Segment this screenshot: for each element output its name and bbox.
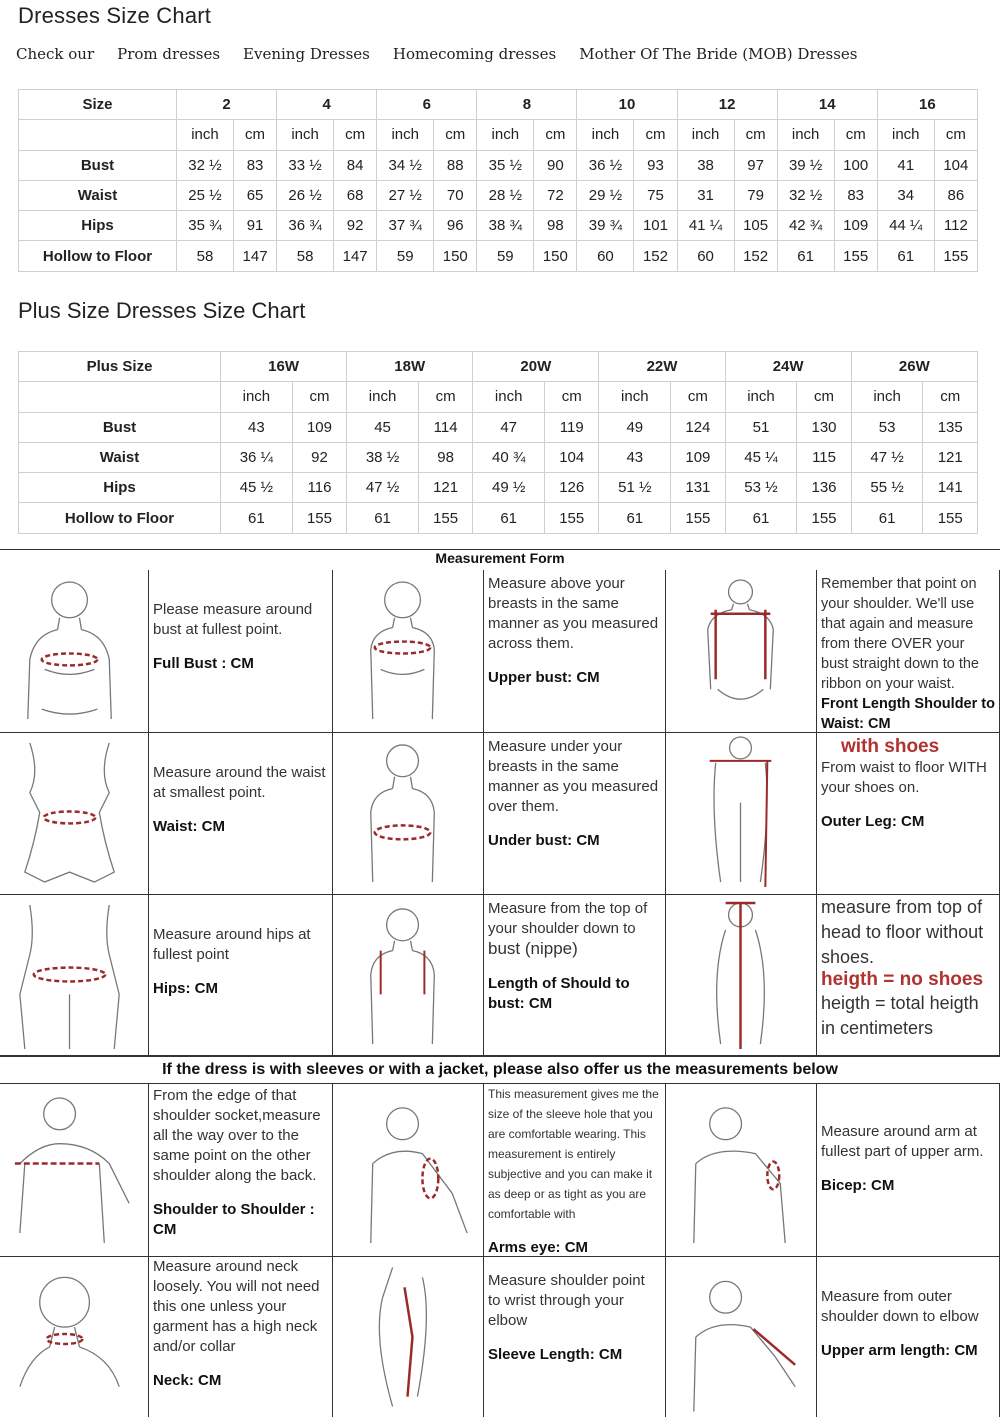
shoulder-bust-label: Length of Should to bust: CM bbox=[488, 975, 630, 1012]
plus-chart-cell: 116 bbox=[292, 473, 346, 503]
plus-chart-cell: 155 bbox=[671, 503, 725, 533]
upper-bust-cell bbox=[484, 570, 666, 733]
link-mob-dresses[interactable]: Mother Of The Bride (MOB) Dresses bbox=[579, 45, 858, 63]
plus-chart-header-label: Plus Size bbox=[19, 352, 221, 382]
plus-chart-cell: 47 bbox=[473, 412, 545, 442]
full-bust-figure bbox=[0, 570, 149, 733]
size-chart-cell: 58 bbox=[277, 241, 334, 271]
size-chart-cell: 58 bbox=[177, 241, 234, 271]
plus-chart-unit-cm: cm bbox=[797, 382, 851, 412]
size-chart-cell: 105 bbox=[734, 211, 777, 241]
plus-chart-cell: 119 bbox=[545, 412, 599, 442]
size-chart-cell: 60 bbox=[577, 241, 634, 271]
plus-chart-cell: 131 bbox=[671, 473, 725, 503]
size-chart-cell: 38 bbox=[677, 150, 734, 180]
outer-leg-figure bbox=[666, 733, 817, 895]
size-chart-cell: 147 bbox=[334, 241, 377, 271]
plus-chart-cell: 43 bbox=[599, 442, 671, 472]
plus-chart-unit-cm: cm bbox=[545, 382, 599, 412]
plus-chart-size-header: 22W bbox=[599, 352, 725, 382]
measurement-form bbox=[0, 549, 1000, 1417]
plus-chart-cell: 141 bbox=[923, 473, 978, 503]
size-chart-cell: 91 bbox=[233, 211, 276, 241]
link-homecoming-dresses[interactable]: Homecoming dresses bbox=[392, 45, 557, 63]
size-chart-cell: 155 bbox=[834, 241, 877, 271]
bicep-label: Bicep: CM bbox=[821, 1177, 895, 1194]
outer-leg-accent: with shoes bbox=[841, 736, 940, 757]
plus-chart-cell: 49 ½ bbox=[473, 473, 545, 503]
plus-chart-unit-inch: inch bbox=[347, 382, 419, 412]
size-chart-cell: 150 bbox=[534, 241, 577, 271]
neck-label: Neck: CM bbox=[153, 1372, 222, 1389]
plus-chart-cell: 136 bbox=[797, 473, 851, 503]
neck-figure bbox=[0, 1257, 149, 1417]
plus-chart-unit-inch: inch bbox=[599, 382, 671, 412]
size-chart-unit-cm: cm bbox=[834, 120, 877, 150]
shoulder-bust-cell bbox=[484, 895, 666, 1056]
size-chart-cell: 112 bbox=[934, 211, 977, 241]
shoulder-to-shoulder-label: Shoulder to Shoulder : CM bbox=[153, 1201, 315, 1238]
page-title: Dresses Size Chart bbox=[18, 3, 212, 28]
size-chart-unit-cm: cm bbox=[634, 120, 677, 150]
sleeve-note: If the dress is with sleeves or with a jacket, please also offer us the measurements below bbox=[0, 1056, 1000, 1084]
plus-chart-cell: 61 bbox=[851, 503, 923, 533]
size-chart-unit-inch: inch bbox=[877, 120, 934, 150]
upper-arm-text: Measure from outer shoulder down to elbow bbox=[821, 1288, 979, 1325]
size-chart-cell: 41 bbox=[877, 150, 934, 180]
size-chart-cell: 86 bbox=[934, 180, 977, 210]
size-chart-cell: 68 bbox=[334, 180, 377, 210]
waist-text: Measure around the waist at smallest point. bbox=[153, 764, 326, 801]
plus-chart-cell: 115 bbox=[797, 442, 851, 472]
size-chart-size-header: 10 bbox=[577, 90, 677, 120]
neck-text: Measure around neck loosely. You will not need this one unless your garment has a high neck and/or collar bbox=[153, 1258, 320, 1355]
size-chart-cell: 93 bbox=[634, 150, 677, 180]
size-chart-size-header: 8 bbox=[477, 90, 577, 120]
plus-chart-size-header: 24W bbox=[725, 352, 851, 382]
bicep-figure bbox=[666, 1084, 817, 1257]
plus-chart-cell: 43 bbox=[221, 412, 293, 442]
upper-bust-label: Upper bust: CM bbox=[488, 669, 600, 686]
size-chart-cell: 37 ¾ bbox=[377, 211, 434, 241]
size-chart-size-header: 4 bbox=[277, 90, 377, 120]
plus-chart-cell: 61 bbox=[725, 503, 797, 533]
plus-chart-cell: 121 bbox=[923, 442, 978, 472]
plus-chart-cell: 61 bbox=[599, 503, 671, 533]
plus-chart-unit-inch: inch bbox=[221, 382, 293, 412]
size-chart-size-header: 16 bbox=[877, 90, 977, 120]
size-chart-cell: 109 bbox=[834, 211, 877, 241]
plus-chart-row-label: Bust bbox=[19, 412, 221, 442]
size-chart-cell: 88 bbox=[434, 150, 477, 180]
size-chart-cell: 84 bbox=[334, 150, 377, 180]
size-chart-cell: 42 ¾ bbox=[777, 211, 834, 241]
size-chart-cell: 104 bbox=[934, 150, 977, 180]
size-chart-cell: 98 bbox=[534, 211, 577, 241]
size-chart-cell: 34 ½ bbox=[377, 150, 434, 180]
plus-chart-cell: 45 bbox=[347, 412, 419, 442]
plus-chart-unit-blank bbox=[19, 382, 221, 412]
shoulder-to-shoulder-figure bbox=[0, 1084, 149, 1257]
plus-chart-unit-inch: inch bbox=[851, 382, 923, 412]
size-chart-cell: 100 bbox=[834, 150, 877, 180]
bicep-cell bbox=[817, 1084, 1000, 1257]
plus-chart-cell: 114 bbox=[418, 412, 472, 442]
size-chart-cell: 90 bbox=[534, 150, 577, 180]
front-length-label: Front Length Shoulder to Waist: CM bbox=[821, 696, 995, 732]
full-bust-text: Please measure around bust at fullest point. bbox=[153, 601, 313, 638]
waist-label: Waist: CM bbox=[153, 818, 225, 835]
size-chart-cell: 60 bbox=[677, 241, 734, 271]
size-chart-cell: 83 bbox=[233, 150, 276, 180]
plus-chart-row-label: Hollow to Floor bbox=[19, 503, 221, 533]
plus-size-chart-table bbox=[18, 351, 978, 534]
plus-chart-cell: 98 bbox=[418, 442, 472, 472]
full-bust-label: Full Bust : CM bbox=[153, 655, 254, 672]
size-chart-row-label: Hips bbox=[19, 211, 177, 241]
size-chart-size-header: 14 bbox=[777, 90, 877, 120]
plus-chart-cell: 38 ½ bbox=[347, 442, 419, 472]
plus-chart-unit-cm: cm bbox=[671, 382, 725, 412]
upper-arm-figure bbox=[666, 1257, 817, 1417]
plus-chart-cell: 109 bbox=[292, 412, 346, 442]
plus-chart-cell: 155 bbox=[545, 503, 599, 533]
size-chart-cell: 72 bbox=[534, 180, 577, 210]
size-chart-cell: 31 bbox=[677, 180, 734, 210]
size-chart-cell: 39 ¾ bbox=[577, 211, 634, 241]
size-chart-cell: 59 bbox=[477, 241, 534, 271]
under-bust-text: Measure under your breasts in the same manner as you measured over them. bbox=[488, 738, 659, 815]
size-chart-header-label: Size bbox=[19, 90, 177, 120]
plus-chart-cell: 36 ¼ bbox=[221, 442, 293, 472]
plus-chart-cell: 47 ½ bbox=[851, 442, 923, 472]
hips-label: Hips: CM bbox=[153, 980, 218, 997]
size-chart-cell: 92 bbox=[334, 211, 377, 241]
size-chart-cell: 36 ½ bbox=[577, 150, 634, 180]
link-evening-dresses[interactable]: Evening Dresses bbox=[243, 45, 370, 63]
height-cell bbox=[817, 895, 1000, 1056]
plus-chart-cell: 155 bbox=[292, 503, 346, 533]
size-chart-cell: 96 bbox=[434, 211, 477, 241]
plus-chart-size-header: 26W bbox=[851, 352, 977, 382]
outer-leg-text: From waist to floor WITH your shoes on. bbox=[821, 759, 987, 796]
size-chart-cell: 75 bbox=[634, 180, 677, 210]
plus-chart-unit-inch: inch bbox=[725, 382, 797, 412]
size-chart-row-label: Waist bbox=[19, 180, 177, 210]
plus-chart-cell: 61 bbox=[221, 503, 293, 533]
plus-chart-cell: 155 bbox=[797, 503, 851, 533]
size-chart-row-label: Bust bbox=[19, 150, 177, 180]
size-chart-cell: 35 ¾ bbox=[177, 211, 234, 241]
plus-chart-unit-inch: inch bbox=[473, 382, 545, 412]
size-chart-cell: 39 ½ bbox=[777, 150, 834, 180]
size-chart-unit-inch: inch bbox=[377, 120, 434, 150]
under-bust-figure bbox=[333, 733, 484, 895]
size-chart-cell: 35 ½ bbox=[477, 150, 534, 180]
bicep-text: Measure around arm at fullest part of upper arm. bbox=[821, 1123, 984, 1160]
size-chart-unit-inch: inch bbox=[477, 120, 534, 150]
waist-figure bbox=[0, 733, 149, 895]
size-chart-cell: 61 bbox=[877, 241, 934, 271]
plus-chart-cell: 61 bbox=[473, 503, 545, 533]
plus-chart-size-header: 16W bbox=[221, 352, 347, 382]
plus-chart-cell: 135 bbox=[923, 412, 978, 442]
size-chart-cell: 152 bbox=[634, 241, 677, 271]
size-chart-cell: 97 bbox=[734, 150, 777, 180]
plus-chart-cell: 55 ½ bbox=[851, 473, 923, 503]
size-chart-unit-cm: cm bbox=[534, 120, 577, 150]
plus-chart-row-label: Waist bbox=[19, 442, 221, 472]
front-length-cell bbox=[817, 570, 1000, 733]
hips-text: Measure around hips at fullest point bbox=[153, 926, 311, 963]
shoulder-bust-text2: bust (nippe) bbox=[488, 939, 578, 958]
height-accent: heigth = no shoes bbox=[821, 969, 984, 990]
arms-eye-label: Arms eye: CM bbox=[488, 1239, 589, 1256]
shoulder-to-shoulder-text: From the edge of that shoulder socket,measure all the way over to the same point on the other shoulder along the back. bbox=[153, 1087, 321, 1184]
upper-bust-text: Measure above your breasts in the same manner as you measured across them. bbox=[488, 575, 659, 652]
size-chart-unit-cm: cm bbox=[434, 120, 477, 150]
outer-leg-label: Outer Leg: CM bbox=[821, 813, 925, 830]
size-chart-table bbox=[18, 89, 978, 272]
plus-chart-cell: 49 bbox=[599, 412, 671, 442]
plus-chart-cell: 109 bbox=[671, 442, 725, 472]
size-chart-cell: 27 ½ bbox=[377, 180, 434, 210]
size-chart-cell: 147 bbox=[233, 241, 276, 271]
link-prom-dresses[interactable]: Prom dresses bbox=[117, 45, 221, 63]
size-chart-cell: 28 ½ bbox=[477, 180, 534, 210]
size-chart-cell: 41 ¼ bbox=[677, 211, 734, 241]
size-chart-cell: 65 bbox=[233, 180, 276, 210]
size-chart-cell: 83 bbox=[834, 180, 877, 210]
plus-chart-cell: 124 bbox=[671, 412, 725, 442]
size-chart-cell: 26 ½ bbox=[277, 180, 334, 210]
sleeve-length-cell bbox=[484, 1257, 666, 1417]
hips-figure bbox=[0, 895, 149, 1056]
size-chart-unit-inch: inch bbox=[677, 120, 734, 150]
plus-chart-cell: 104 bbox=[545, 442, 599, 472]
size-chart-unit-cm: cm bbox=[233, 120, 276, 150]
plus-chart-cell: 53 ½ bbox=[725, 473, 797, 503]
size-chart-cell: 150 bbox=[434, 241, 477, 271]
size-chart-cell: 38 ¾ bbox=[477, 211, 534, 241]
height-text: measure from top of head to floor without shoes. bbox=[821, 897, 984, 967]
size-chart-size-header: 2 bbox=[177, 90, 277, 120]
size-chart-cell: 34 bbox=[877, 180, 934, 210]
sleeve-length-label: Sleeve Length: CM bbox=[488, 1346, 623, 1363]
size-chart-cell: 25 ½ bbox=[177, 180, 234, 210]
plus-chart-size-header: 18W bbox=[347, 352, 473, 382]
under-bust-cell bbox=[484, 733, 666, 895]
shoulder-bust-text: Measure from the top of your shoulder down to bbox=[488, 900, 648, 937]
plus-chart-cell: 130 bbox=[797, 412, 851, 442]
outer-leg-cell bbox=[817, 733, 1000, 895]
size-chart-unit-inch: inch bbox=[277, 120, 334, 150]
size-chart-row-label: Hollow to Floor bbox=[19, 241, 177, 271]
size-chart-cell: 79 bbox=[734, 180, 777, 210]
plus-size-title: Plus Size Dresses Size Chart bbox=[18, 298, 306, 323]
plus-chart-unit-cm: cm bbox=[292, 382, 346, 412]
size-chart-unit-blank bbox=[19, 120, 177, 150]
size-chart-unit-cm: cm bbox=[334, 120, 377, 150]
size-chart-cell: 36 ¾ bbox=[277, 211, 334, 241]
sleeve-length-text: Measure shoulder point to wrist through your elbow bbox=[488, 1272, 645, 1329]
full-bust-cell bbox=[149, 570, 333, 733]
measurement-form-title: Measurement Form bbox=[0, 549, 1000, 570]
size-chart-unit-inch: inch bbox=[577, 120, 634, 150]
plus-chart-cell: 121 bbox=[418, 473, 472, 503]
size-chart-cell: 32 ½ bbox=[177, 150, 234, 180]
plus-chart-cell: 47 ½ bbox=[347, 473, 419, 503]
plus-chart-cell: 155 bbox=[923, 503, 978, 533]
under-bust-label: Under bust: CM bbox=[488, 832, 600, 849]
plus-chart-cell: 61 bbox=[347, 503, 419, 533]
plus-chart-cell: 92 bbox=[292, 442, 346, 472]
neck-cell bbox=[149, 1257, 333, 1417]
upper-arm-label: Upper arm length: CM bbox=[821, 1342, 978, 1359]
size-chart-unit-cm: cm bbox=[734, 120, 777, 150]
plus-chart-cell: 126 bbox=[545, 473, 599, 503]
size-chart-cell: 101 bbox=[634, 211, 677, 241]
plus-chart-row-label: Hips bbox=[19, 473, 221, 503]
shoulder-bust-figure bbox=[333, 895, 484, 1056]
arms-eye-figure bbox=[333, 1084, 484, 1257]
height-text2: heigth = total heigth in centimeters bbox=[821, 993, 979, 1038]
plus-chart-cell: 53 bbox=[851, 412, 923, 442]
size-chart-cell: 70 bbox=[434, 180, 477, 210]
hips-cell bbox=[149, 895, 333, 1056]
shoulder-to-shoulder-cell bbox=[149, 1084, 333, 1257]
height-figure bbox=[666, 895, 817, 1056]
size-chart-unit-inch: inch bbox=[777, 120, 834, 150]
plus-chart-unit-cm: cm bbox=[418, 382, 472, 412]
front-length-figure bbox=[666, 570, 817, 733]
size-chart-size-header: 12 bbox=[677, 90, 777, 120]
plus-chart-unit-cm: cm bbox=[923, 382, 978, 412]
size-chart-cell: 33 ½ bbox=[277, 150, 334, 180]
plus-chart-cell: 40 ¾ bbox=[473, 442, 545, 472]
size-chart-cell: 29 ½ bbox=[577, 180, 634, 210]
category-links bbox=[16, 45, 880, 63]
plus-chart-cell: 155 bbox=[418, 503, 472, 533]
size-chart-cell: 32 ½ bbox=[777, 180, 834, 210]
plus-chart-size-header: 20W bbox=[473, 352, 599, 382]
size-chart-size-header: 6 bbox=[377, 90, 477, 120]
plus-chart-cell: 51 bbox=[725, 412, 797, 442]
size-chart-unit-cm: cm bbox=[934, 120, 977, 150]
size-chart-unit-inch: inch bbox=[177, 120, 234, 150]
size-chart-cell: 59 bbox=[377, 241, 434, 271]
front-length-text: Remember that point on your shoulder. We'll use that again and measure from there OVER your bust straight down to the ribbon on your waist. bbox=[821, 576, 979, 692]
plus-chart-cell: 45 ¼ bbox=[725, 442, 797, 472]
sleeve-length-figure bbox=[333, 1257, 484, 1417]
link-check-our: Check our bbox=[16, 45, 95, 63]
size-chart-cell: 44 ¼ bbox=[877, 211, 934, 241]
upper-arm-cell bbox=[817, 1257, 1000, 1417]
arms-eye-text: This measurement gives me the size of the sleeve hole that you are comfortable wearing. This measurement is entirely subjective and you can make it as deep or as tight as you are comfortable with bbox=[488, 1087, 659, 1221]
plus-chart-cell: 51 ½ bbox=[599, 473, 671, 503]
arms-eye-cell bbox=[484, 1084, 666, 1257]
size-chart-cell: 155 bbox=[934, 241, 977, 271]
waist-cell bbox=[149, 733, 333, 895]
plus-chart-cell: 45 ½ bbox=[221, 473, 293, 503]
size-chart-cell: 152 bbox=[734, 241, 777, 271]
size-chart-cell: 61 bbox=[777, 241, 834, 271]
upper-bust-figure bbox=[333, 570, 484, 733]
